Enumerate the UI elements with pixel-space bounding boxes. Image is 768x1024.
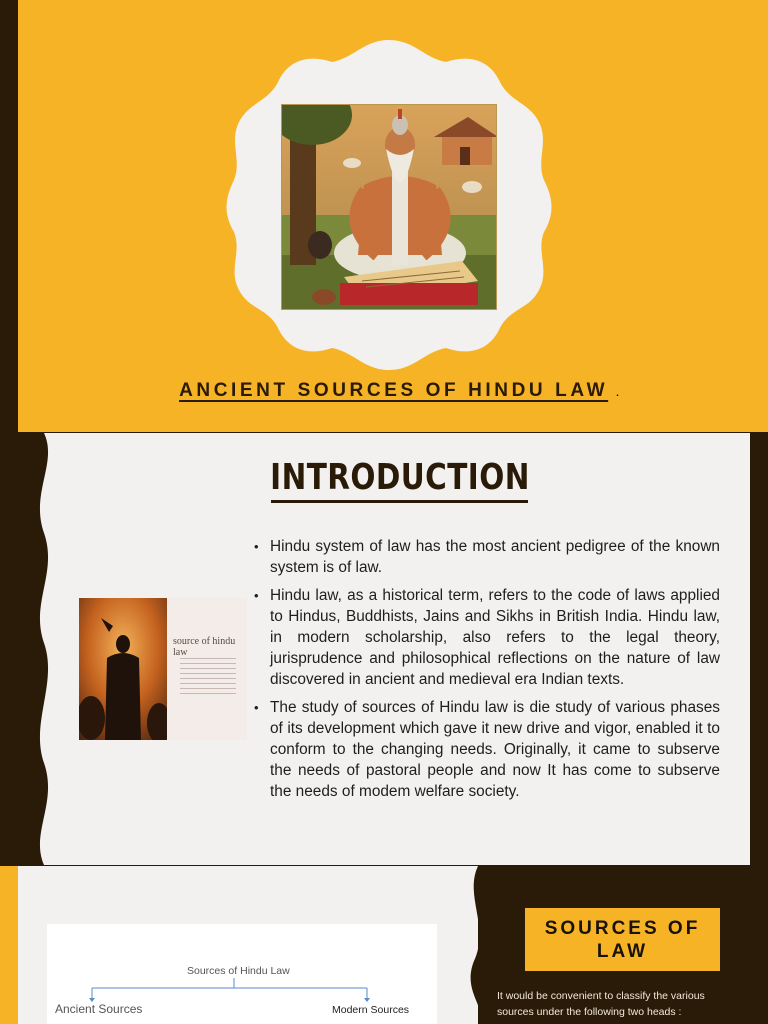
- silhouette-photo: [79, 598, 167, 740]
- bullet-text: Hindu law, as a historical term, refers to the code of laws applied to Hindus, Buddhists, Jains and Sikhs in British India. Hindu law, in modern scholarship, also refers to the legal theory, jurisprudence and philosophical reflections on the nature of law discovered in ancient and medieval era Indian texts.: [270, 587, 720, 688]
- left-accent-bar: [0, 0, 18, 432]
- bullet-item: • Hindu law, as a historical term, refers to the code of laws applied to Hindus, Buddhists, Jains and Sikhs in British India. Hindu law, in modern scholarship, also refers to the legal theory, jurisprudence and philosophical reflections on the nature of law discovered in ancient and medieval era Indian texts.: [254, 587, 720, 688]
- sage-painting: [281, 104, 497, 310]
- diagram-root-label: Sources of Hindu Law: [187, 965, 290, 977]
- title-slide: [0, 0, 768, 432]
- panel-wave-border: [460, 866, 500, 1024]
- right-accent-bar: [750, 433, 768, 865]
- sources-heading-box: [525, 908, 720, 971]
- sources-slide: [0, 866, 768, 1024]
- bullet-item: • Hindu system of law has the most ancient pedigree of the known system is of law.: [254, 538, 720, 576]
- diagram-left-label: Ancient Sources: [55, 1002, 143, 1016]
- diagram-right-label: Modern Sources: [332, 1004, 410, 1016]
- section-heading: INTRODUCTION: [270, 457, 530, 498]
- introduction-slide: [0, 433, 768, 865]
- heading-underline: [271, 500, 528, 503]
- thumbnail-body-lines: [180, 658, 236, 698]
- title-suffix: .: [616, 388, 619, 399]
- slide-title: [0, 380, 768, 402]
- intro-bullet-list: [254, 536, 720, 809]
- left-accent-bar: [0, 866, 18, 1024]
- bullet-item: • The study of sources of Hindu law is die study of various phases of its development which gave it new drive and vigor, enabled it to conform to the changing needs. Originally, it came to subserve the needs of pastoral people and now It has come to subserve the needs of modem welfare society.: [254, 699, 720, 800]
- sources-description: It would be convenient to classify the various sources under the following two heads :: [497, 990, 705, 1018]
- bullet-text: The study of sources of Hindu law is die study of various phases of its development which gave it new drive and vigor, enabled it to conform to the changing needs. Originally, it came to subserve the needs of pastoral people and now It has come to subserve the needs of modem welfare society.: [270, 699, 720, 800]
- bullet-text: Hindu system of law has the most ancient pedigree of the known system is of law.: [270, 538, 720, 576]
- source-thumbnail: [79, 598, 247, 740]
- sources-heading: SOURCES OF LAW: [544, 917, 701, 962]
- thumbnail-title: source of hindu law: [173, 636, 236, 658]
- left-wave-border: [0, 433, 60, 865]
- sources-diagram: [47, 924, 437, 1024]
- title-text: ANCIENT SOURCES OF HINDU LAW: [179, 380, 609, 401]
